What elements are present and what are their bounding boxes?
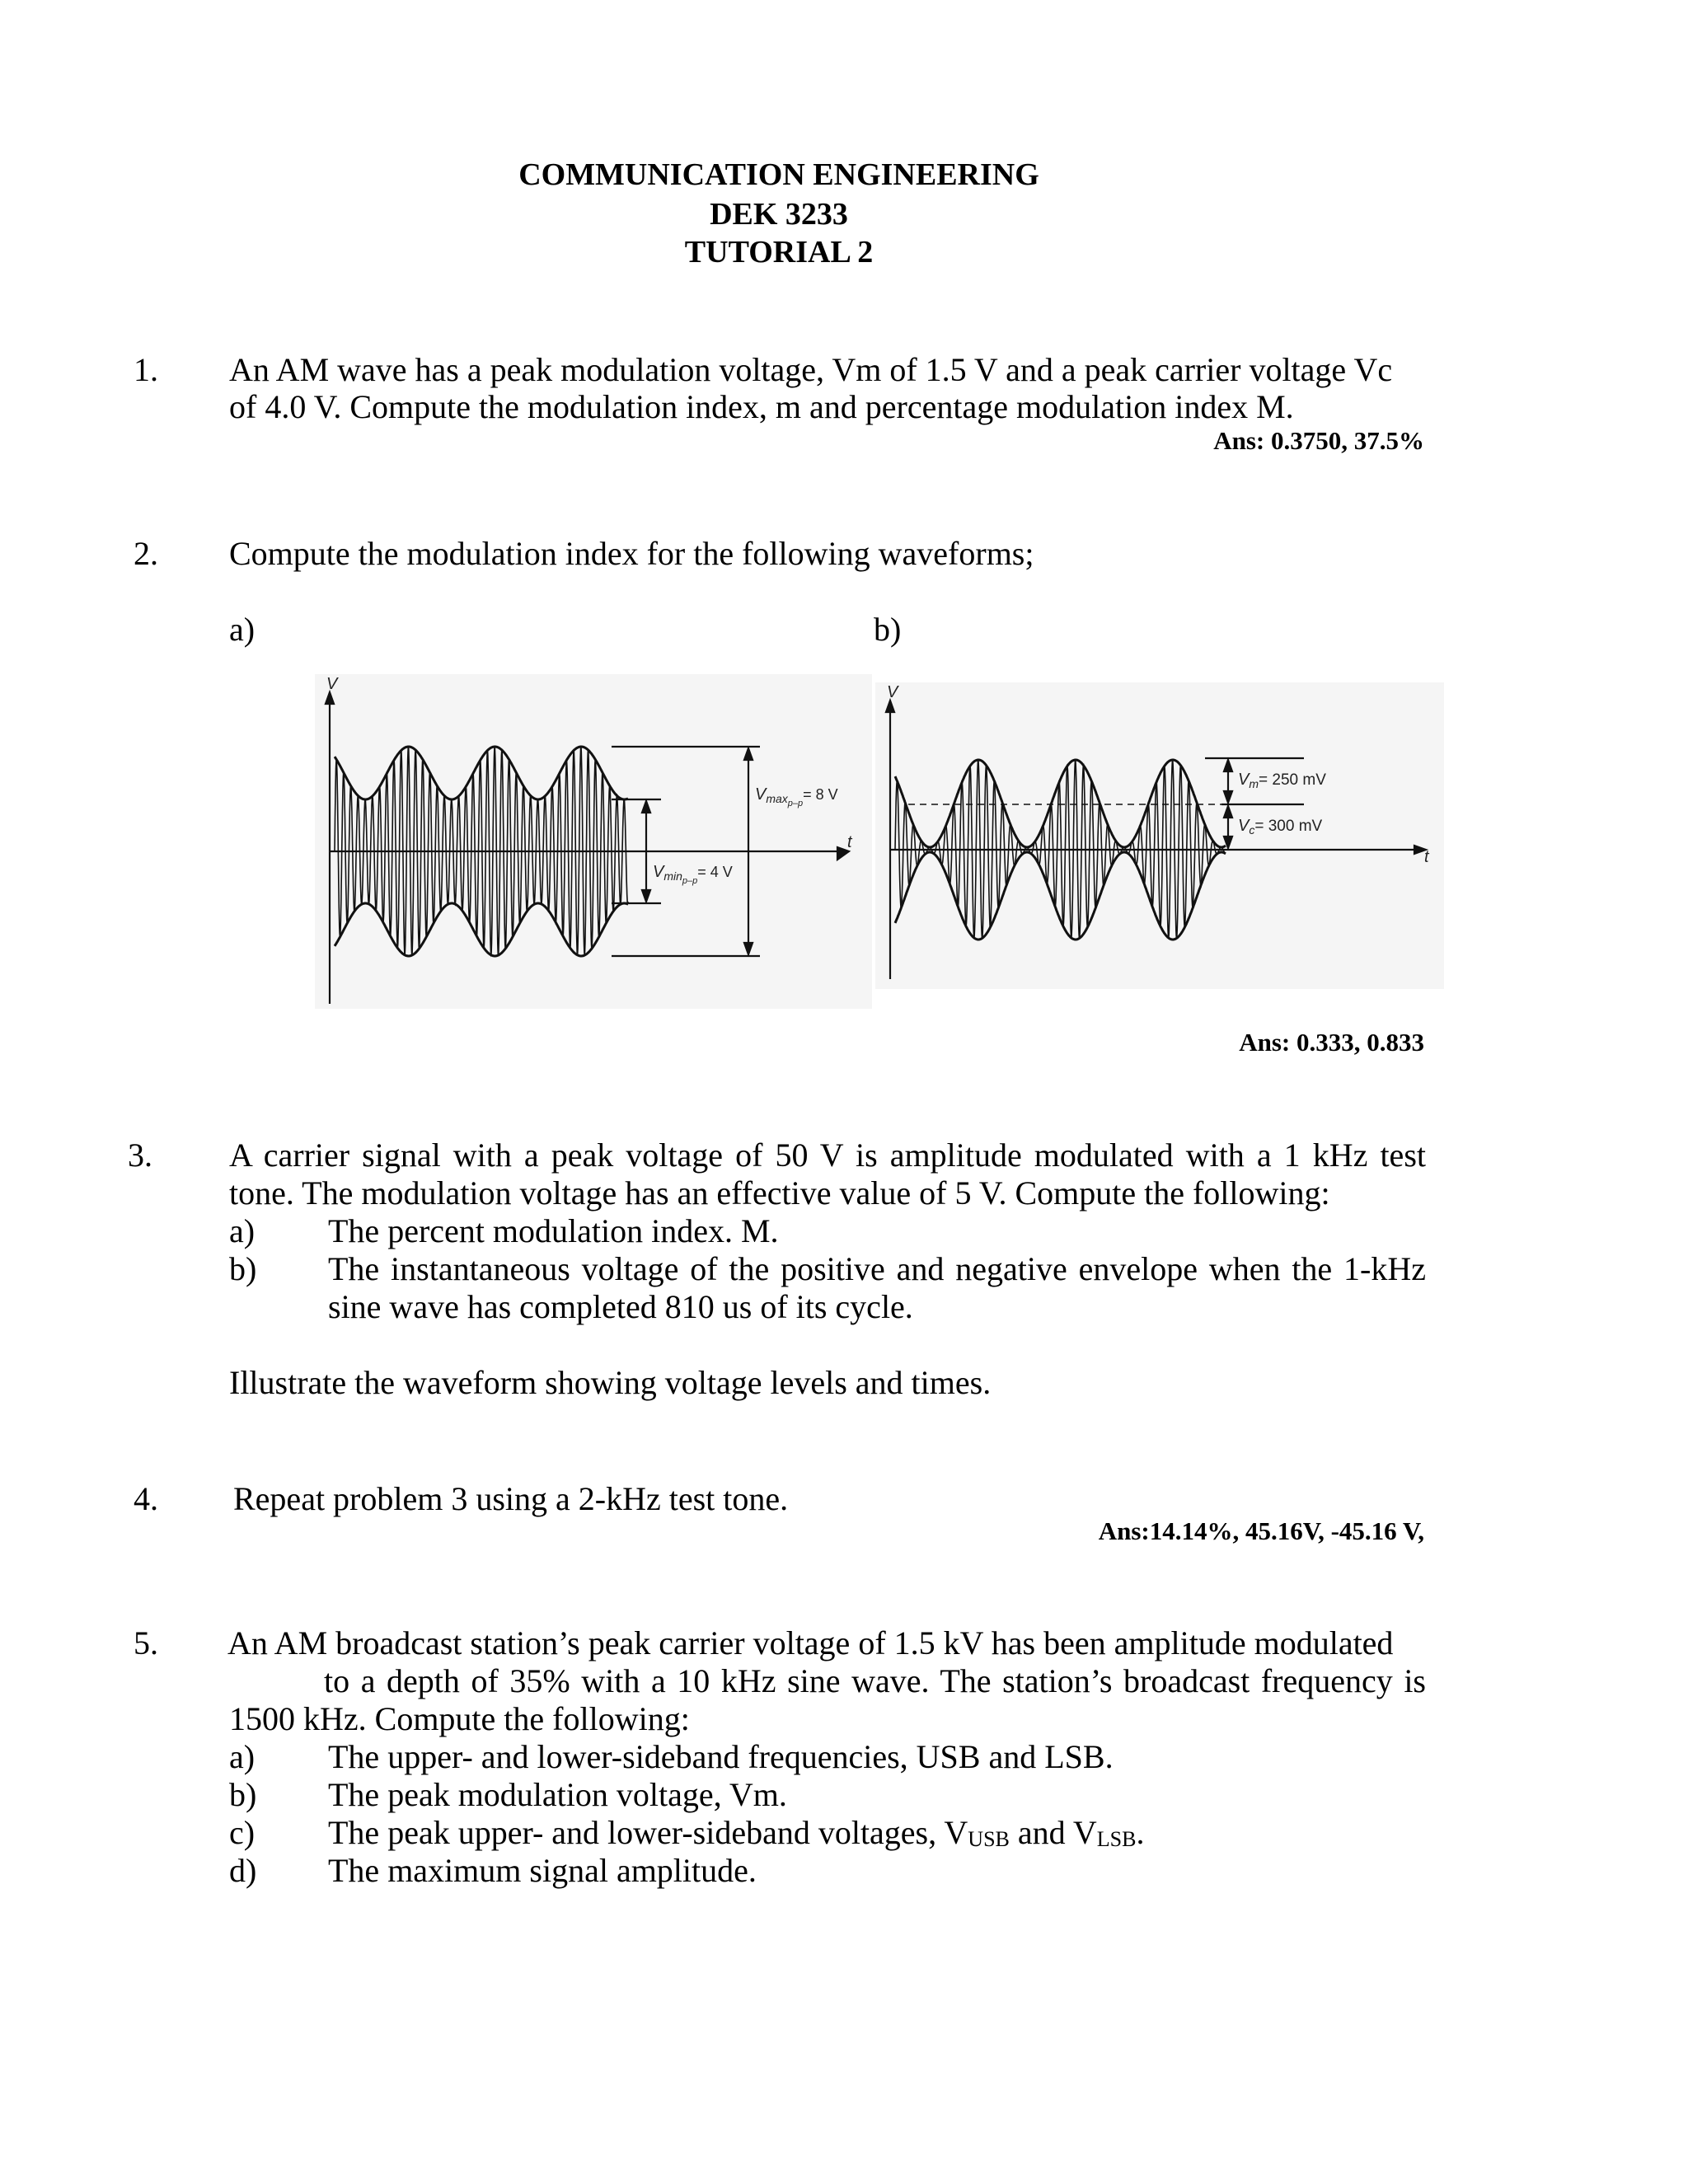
title-tutorial: TUTORIAL 2 [684, 235, 874, 269]
q5-number: 5. [134, 1624, 158, 1661]
q3-b-label: b) [229, 1250, 257, 1287]
q3-line1: A carrier signal with a peak voltage of 50 V is amplitude modulated with a 1 kHz test [229, 1137, 1426, 1174]
q2-answer: Ans: 0.333, 0.833 [1239, 1028, 1424, 1057]
q1-line2: of 4.0 V. Compute the modulation index, m and percentage modulation index M. [229, 388, 1294, 425]
q3-number: 3. [128, 1137, 152, 1174]
q3-a-label: a) [229, 1212, 256, 1249]
am-waveform-figure-b [875, 682, 1444, 989]
fig-b-axis-v: V [887, 683, 898, 701]
q4-answer: Ans:14.14%, 45.16V, -45.16 V, [1098, 1516, 1424, 1545]
q3-a-text: The percent modulation index. M. [328, 1212, 779, 1249]
q4-text: Repeat problem 3 using a 2-kHz test tone. [233, 1480, 789, 1517]
fig-b-axis-t: t [1424, 848, 1429, 866]
fig-b-vc-label: $V_c= 300$ mV [1238, 817, 1323, 837]
fig-b-vm-label: $V_m= 250$ mV [1238, 771, 1326, 790]
fig-a-axis-v: V [326, 675, 338, 693]
am-waveform-figure-a [315, 674, 872, 1009]
fig-a-vmin-label: $V_{minp-p}= 4$ V [653, 863, 733, 886]
q5-line3: 1500 kHz. Compute the following: [229, 1700, 690, 1737]
q2-number: 2. [134, 535, 158, 572]
q5-c-label: c) [229, 1814, 256, 1851]
q5-d-text: The maximum signal amplitude. [328, 1852, 757, 1889]
q3-b-line2: sine wave has completed 810 us of its cycle. [328, 1288, 913, 1325]
fig-a-vmax-label: $V_{maxp-p}= 8$ V [755, 785, 838, 808]
q4-number: 4. [134, 1480, 158, 1517]
title-course: COMMUNICATION ENGINEERING [518, 157, 1039, 192]
q5-a-label: a) [229, 1738, 256, 1775]
q3-line2: tone. The modulation voltage has an effective value of 5 V. Compute the following: [229, 1174, 1330, 1212]
title-code: DEK 3233 [710, 197, 848, 232]
q1-number: 1. [134, 351, 158, 388]
q2-label-a: a) [229, 611, 256, 648]
q5-line2: to a depth of 35% with a 10 kHz sine wave. The station’s broadcast frequency is [324, 1662, 1426, 1699]
q3-illustrate: Illustrate the waveform showing voltage levels and times. [229, 1364, 992, 1401]
q1-answer: Ans: 0.3750, 37.5% [1213, 426, 1424, 455]
q5-c-text: The peak upper- and lower-sideband voltages, $V_{USB}$ and $V_{LSB}$. [328, 1814, 1145, 1851]
q3-b-line1: The instantaneous voltage of the positive and negative envelope when the 1-kHz [328, 1250, 1426, 1287]
q1-line1: An AM wave has a peak modulation voltage, Vm of 1.5 V and a peak carrier voltage Vc [229, 351, 1393, 388]
q2-label-b: b) [874, 611, 902, 648]
q5-b-text: The peak modulation voltage, Vm. [328, 1776, 787, 1813]
q5-a-text: The upper- and lower-sideband frequencies, USB and LSB. [328, 1738, 1114, 1775]
fig-a-axis-t: t [847, 833, 852, 851]
q2-text: Compute the modulation index for the following waveforms; [229, 535, 1034, 572]
q5-d-label: d) [229, 1852, 257, 1889]
q5-b-label: b) [229, 1776, 257, 1813]
q5-line1: An AM broadcast station’s peak carrier voltage of 1.5 kV has been amplitude modulated [227, 1624, 1394, 1661]
